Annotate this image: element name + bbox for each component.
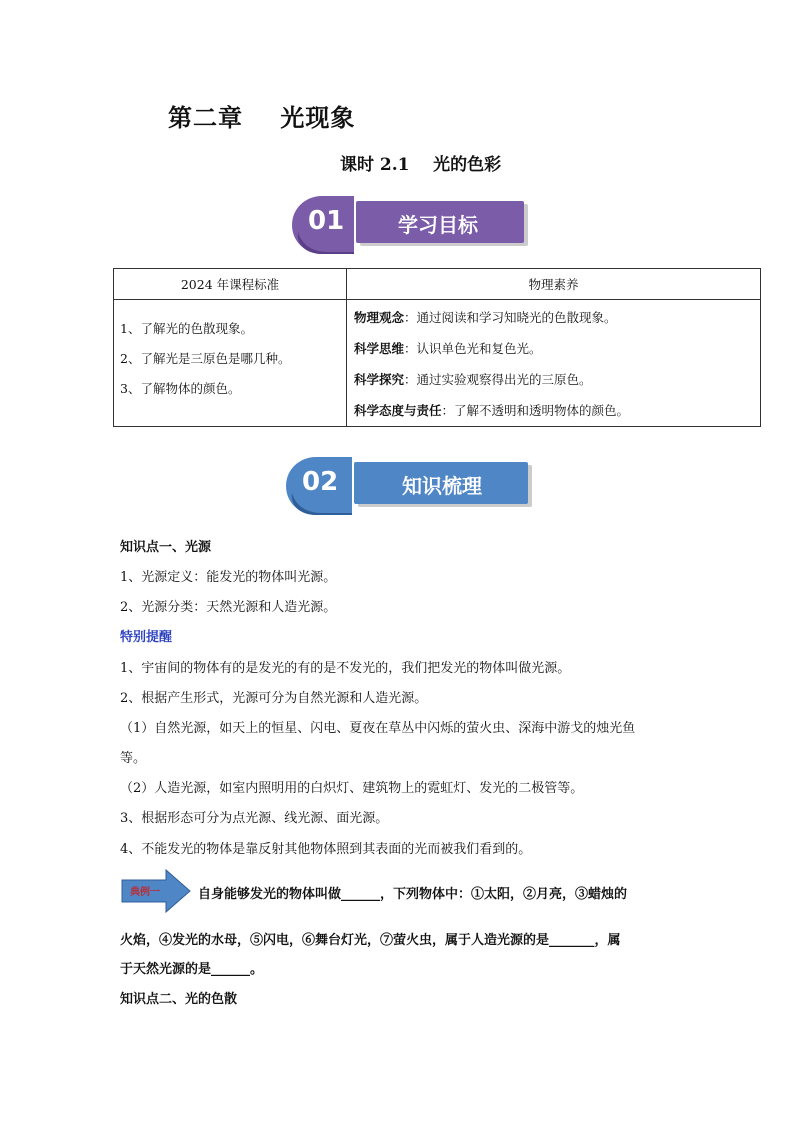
section-title: 学习目标: [398, 213, 478, 237]
text-line: 2、光源分类：天然光源和人造光源。: [120, 600, 337, 615]
example-badge: [120, 868, 192, 914]
text-line: （1）自然光源，如天上的恒星、闪电、夏夜在草丛中闪烁的萤火虫、深海中游戈的烛光鱼: [120, 721, 636, 736]
text-line: 等。: [120, 751, 147, 766]
example-text: 自身能够发光的物体叫做______，下列物体中：①太阳，②月亮，③蜡烛的: [198, 887, 628, 902]
lesson-title: 课时 2.1 光的色彩: [340, 155, 502, 175]
standard-item: 1、了解光的色散现象。: [120, 321, 253, 336]
table-header-standard: 2024 年课程标准: [114, 269, 347, 300]
standards-cell: [114, 300, 347, 427]
special-reminder-label: 特别提醒: [120, 630, 173, 645]
literacy-item: 科学思维：认识单色光和复色光。: [354, 341, 542, 356]
example-text: 火焰，④发光的水母，⑤闪电，⑥舞台灯光，⑦萤火虫，属于人造光源的是_______，属: [120, 933, 621, 948]
text-line: 2、根据产生形式，光源可分为自然光源和人造光源。: [120, 691, 428, 706]
literacy-item: 物理观念：通过阅读和学习知晓光的色散现象。: [354, 310, 617, 325]
section-number: 02: [302, 467, 339, 497]
standard-item: 3、了解物体的颜色。: [120, 381, 241, 396]
example-label: 典例一: [130, 887, 160, 898]
literacy-cell: [347, 300, 761, 427]
section-banner-knowledge: [282, 453, 537, 519]
literacy-item: 科学态度与责任：了解不透明和透明物体的颜色。: [354, 403, 630, 418]
text-line: 4、不能发光的物体是靠反射其他物体照到其表面的光而被我们看到的。: [120, 842, 532, 857]
section-banner-objectives: [288, 192, 533, 258]
text-line: （2）人造光源，如室内照明用的白炽灯、建筑物上的霓虹灯、发光的二极管等。: [120, 781, 584, 796]
example-text: 于天然光源的是______。: [120, 962, 264, 977]
section-title: 知识梳理: [402, 474, 482, 498]
section-number: 01: [308, 206, 345, 236]
knowledge-point-title: 知识点二、光的色散: [120, 992, 238, 1007]
curriculum-table: [113, 268, 761, 427]
literacy-item: 科学探究：通过实验观察得出光的三原色。: [354, 372, 592, 387]
standard-item: 2、了解光是三原色是哪几种。: [120, 351, 291, 366]
knowledge-point-title: 知识点一、光源: [120, 540, 212, 555]
text-line: 1、光源定义：能发光的物体叫光源。: [120, 570, 337, 585]
table-header-literacy: 物理素养: [347, 269, 761, 300]
text-line: 1、宇宙间的物体有的是发光的有的是不发光的，我们把发光的物体叫做光源。: [120, 661, 571, 676]
chapter-title: 第二章 光现象: [168, 103, 356, 132]
text-line: 3、根据形态可分为点光源、线光源、面光源。: [120, 811, 389, 826]
